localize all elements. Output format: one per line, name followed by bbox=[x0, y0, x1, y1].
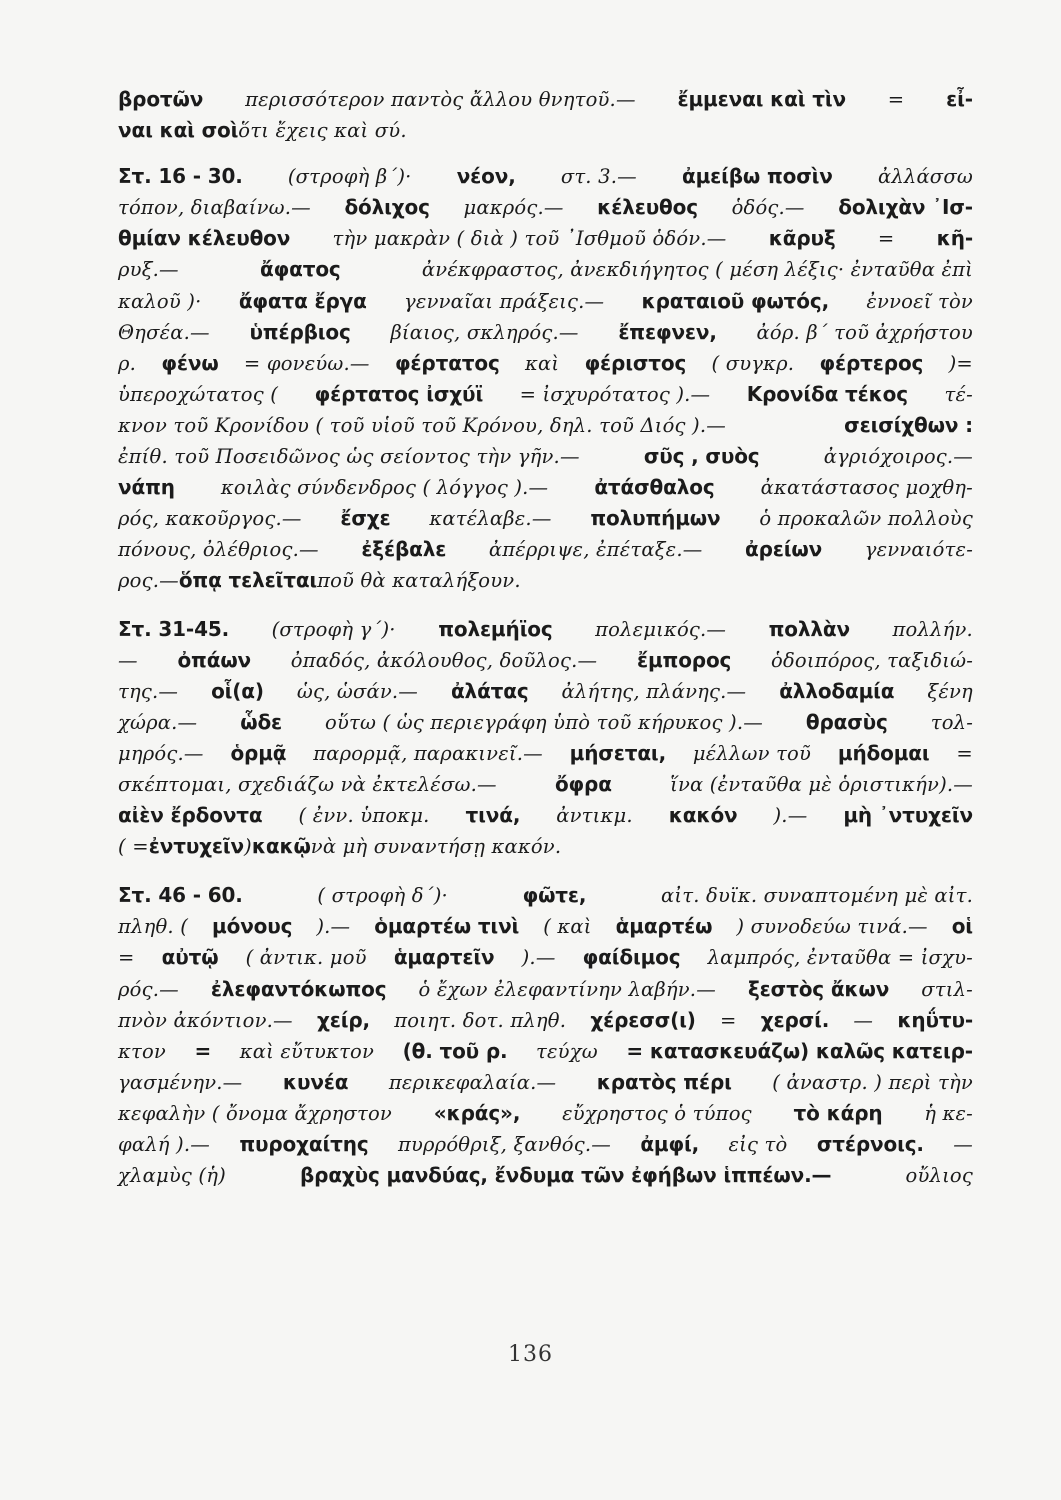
gloss: ἀκατάστασος μοχθη- bbox=[760, 476, 973, 500]
gloss: ἡ κε- bbox=[924, 1101, 973, 1125]
gloss: νὰ μὴ συναντήσῃ κακόν. bbox=[310, 835, 562, 859]
headword: οἱ bbox=[951, 914, 973, 939]
gloss: ( ἀναστρ. ) περὶ τὴν bbox=[772, 1070, 973, 1094]
text-line bbox=[118, 645, 973, 676]
text-line bbox=[118, 254, 973, 285]
gloss: ποιητ. δοτ. πληθ. bbox=[394, 1008, 567, 1032]
gloss: γασμένην.— bbox=[118, 1070, 243, 1094]
headword: ὧδε bbox=[240, 709, 283, 734]
gloss: ( = bbox=[118, 835, 149, 859]
headword: φέρτερος bbox=[819, 350, 924, 375]
text-line bbox=[118, 880, 973, 911]
headword: νέον, bbox=[456, 164, 516, 189]
headword: ὁρμᾷ bbox=[230, 740, 287, 765]
gloss: γενναῖαι πράξεις.— bbox=[404, 289, 605, 313]
headword: κᾶρυξ bbox=[768, 226, 836, 251]
gloss: ἀπέρριψε, ἐπέταξε.— bbox=[488, 538, 703, 562]
gloss: — bbox=[118, 648, 138, 672]
gloss: ρυξ.— bbox=[118, 258, 179, 282]
gloss: ἐπίθ. τοῦ Ποσειδῶνος ὡς σείοντος τὴν γῆν.— bbox=[118, 445, 580, 469]
headword: κραταιοῦ φωτός, bbox=[641, 288, 830, 313]
gloss: καὶ bbox=[525, 351, 560, 375]
text-line bbox=[118, 974, 973, 1005]
gloss: ἀλλάσσω bbox=[877, 165, 973, 189]
headword: Στ. 16 - 30. bbox=[118, 164, 243, 189]
headword: κῆ- bbox=[936, 226, 973, 251]
text-line bbox=[118, 1005, 973, 1036]
gloss: ρ. bbox=[118, 351, 137, 375]
text-line bbox=[118, 1129, 973, 1160]
gloss: ( καὶ bbox=[543, 915, 592, 939]
gloss: ἵνα (ἐνταῦθα μὲ ὁριστικήν).— bbox=[670, 772, 973, 796]
headword: ἔσχε bbox=[340, 506, 391, 531]
gloss: ποῦ θὰ καταλήξουν. bbox=[317, 569, 521, 593]
text-line bbox=[118, 410, 973, 441]
gloss: φαλή ).— bbox=[118, 1133, 210, 1156]
gloss: = ἰσχυρότατος ).— bbox=[519, 382, 711, 406]
gloss: ἀόρ. β΄ τοῦ ἀχρήστου bbox=[756, 320, 973, 344]
gloss: ἀνέκφραστος, ἀνεκδιήγητος ( μέση λέξις· ἐνταῦθα ἐπὶ bbox=[421, 258, 973, 282]
gloss: βίαιος, σκληρός.— bbox=[390, 320, 579, 344]
gloss: στιλ- bbox=[921, 977, 973, 1001]
headword: ὄφρα bbox=[554, 771, 612, 796]
headword: ἄφατα ἔργα bbox=[238, 288, 367, 313]
gloss: πυρρόθριξ, ξανθός.— bbox=[397, 1133, 611, 1156]
headword: ἐλεφαντόκωπος bbox=[210, 976, 387, 1001]
gloss: ὅτι ἔχεις καὶ σύ. bbox=[238, 119, 407, 143]
text-line bbox=[118, 738, 973, 769]
gloss: — bbox=[853, 1008, 874, 1032]
headword: θμίαν κέλευθον bbox=[118, 226, 291, 251]
gloss: κεφαλὴν ( ὄνομα ἄχρηστον bbox=[118, 1101, 392, 1125]
headword: ἐξέβαλε bbox=[361, 537, 447, 562]
headword: φέριστος bbox=[584, 350, 687, 375]
gloss: ὑπεροχώτατος ( bbox=[118, 382, 279, 406]
headword: βροτῶν bbox=[118, 87, 204, 111]
headword: χέρεσσ(ι) bbox=[590, 1007, 696, 1032]
gloss: ρός, κακοῦργος.— bbox=[118, 507, 302, 531]
gloss: ξένη bbox=[927, 679, 973, 703]
gloss: ).— bbox=[521, 946, 556, 970]
gloss: ἀγριόχοιρος.— bbox=[823, 445, 973, 469]
headword: = bbox=[194, 1038, 212, 1063]
headword: ἔμπορος bbox=[636, 647, 732, 672]
gloss: κτον bbox=[118, 1039, 166, 1063]
gloss: (στροφὴ β΄)· bbox=[287, 165, 412, 189]
headword: στέρνοις. bbox=[816, 1132, 924, 1156]
gloss: = bbox=[118, 946, 135, 970]
headword: πυροχαίτης bbox=[239, 1132, 369, 1156]
gloss: μακρός.— bbox=[463, 196, 564, 220]
page-number: 136 bbox=[508, 1342, 553, 1367]
gloss: ( ἐνν. ὑποκμ. bbox=[298, 804, 430, 828]
gloss: = φονεύω.— bbox=[243, 351, 370, 375]
gloss: καλοῦ )· bbox=[118, 289, 202, 313]
text-line bbox=[118, 676, 973, 707]
text-line bbox=[118, 1160, 973, 1191]
gloss: πολλήν. bbox=[892, 617, 973, 641]
gloss: = bbox=[887, 88, 905, 111]
text-line bbox=[118, 192, 973, 223]
gloss: τὴν μακρὰν ( διὰ ) τοῦ ᾽Ισθμοῦ ὁδόν.— bbox=[332, 227, 727, 251]
headword: δόλιχος bbox=[344, 195, 430, 220]
text-line bbox=[118, 800, 973, 831]
text-line bbox=[118, 942, 973, 973]
text-line bbox=[118, 286, 973, 317]
headword: φέρτατος ἰσχύϊ bbox=[314, 381, 484, 406]
text-line bbox=[118, 769, 973, 800]
gloss: αἰτ. δυϊκ. συναπτομένη μὲ αἰτ. bbox=[661, 884, 973, 908]
gloss: καὶ εὔτυκτον bbox=[239, 1039, 375, 1063]
headword: πολυπήμων bbox=[590, 506, 721, 531]
text-line bbox=[118, 565, 973, 596]
gloss: ).— bbox=[316, 915, 351, 939]
gloss: = bbox=[877, 227, 895, 251]
headword: χείρ, bbox=[316, 1007, 370, 1032]
gloss: ρος.— bbox=[118, 569, 179, 593]
headword: ὁμαρτέω τινὶ bbox=[374, 914, 520, 939]
gloss: ὀπαδός, ἀκόλουθος, δοῦλος.— bbox=[290, 648, 598, 672]
headword: δολιχὰν ᾽Ισ- bbox=[838, 195, 973, 220]
headword: ὀπάων bbox=[177, 647, 252, 672]
text-line bbox=[118, 348, 973, 379]
headword: (θ. τοῦ ρ. bbox=[402, 1038, 508, 1063]
headword: ἀλλοδαμία bbox=[779, 678, 895, 703]
text-line bbox=[118, 161, 973, 192]
gloss: — bbox=[953, 1133, 973, 1156]
gloss: ὁδός.— bbox=[731, 196, 805, 220]
gloss: πόνους, ὀλέθριος.— bbox=[118, 538, 319, 562]
gloss: χώρα.— bbox=[118, 710, 198, 734]
headword: πολεμήϊος bbox=[438, 616, 553, 641]
headword: κυνέα bbox=[282, 1069, 349, 1094]
headword: = κατασκευάζω) καλῶς κατειρ- bbox=[626, 1038, 973, 1063]
gloss: κατέλαβε.— bbox=[429, 507, 552, 531]
headword: μόνους bbox=[212, 914, 293, 939]
headword: ὑπέρβιος bbox=[249, 319, 351, 344]
gloss: ὡς, ὡσάν.— bbox=[296, 679, 418, 703]
gloss: στ. 3.— bbox=[560, 165, 637, 189]
gloss: γενναιότε- bbox=[864, 538, 973, 562]
text-line bbox=[118, 441, 973, 472]
gloss: χλαμὺς (ἡ) bbox=[118, 1164, 226, 1188]
text-line bbox=[118, 503, 973, 534]
headword: μήδομαι bbox=[837, 740, 930, 765]
gloss: ( συγκρ. bbox=[711, 351, 795, 375]
gloss: οὕτω ( ὡς περιεγράφη ὑπὸ τοῦ κήρυκος ).— bbox=[325, 710, 763, 734]
gloss: ὁδοιπόρος, ταξιδιώ- bbox=[771, 648, 973, 672]
gloss: = bbox=[719, 1008, 737, 1032]
headword: ἐντυχεῖν bbox=[148, 834, 245, 859]
headword: «κράς», bbox=[433, 1100, 521, 1125]
gloss: παρορμᾷ, παρακινεῖ.— bbox=[313, 741, 543, 765]
gloss: ( στροφὴ δ΄)· bbox=[317, 884, 448, 908]
gloss: πολεμικός.— bbox=[595, 617, 727, 641]
headword: βραχὺς μανδύας, ἔνδυμα τῶν ἐφήβων ἱππέων.— bbox=[300, 1163, 832, 1188]
headword: μὴ ᾽ντυχεῖν bbox=[843, 803, 973, 828]
gloss: ) bbox=[244, 835, 252, 859]
headword: μήσεται, bbox=[569, 740, 667, 765]
gloss: εἰς τὸ bbox=[728, 1133, 788, 1156]
headword: θρασὺς bbox=[805, 709, 888, 734]
gloss: (στροφὴ γ΄)· bbox=[271, 617, 396, 641]
gloss: τεύχω bbox=[536, 1039, 598, 1063]
headword: κακῷ bbox=[251, 834, 311, 859]
gloss: ἀλήτης, πλάνης.— bbox=[561, 679, 747, 703]
headword: ἔμμεναι καὶ τὶν bbox=[677, 87, 846, 111]
gloss: ὁ ἔχων ἐλεφαντίνην λαβήν.— bbox=[418, 977, 716, 1001]
gloss: ὁ προκαλῶν πολλοὺς bbox=[759, 507, 973, 531]
headword: ἀτάσθαλος bbox=[594, 475, 715, 500]
headword: τινά, bbox=[465, 803, 521, 828]
gloss: μηρός.— bbox=[118, 741, 204, 765]
headword: κέλευθος bbox=[597, 195, 698, 220]
gloss: τέ- bbox=[944, 382, 973, 406]
gloss: κοιλὰς σύνδενδρος ( λόγγος ).— bbox=[220, 476, 549, 500]
headword: φαίδιμος bbox=[582, 945, 681, 970]
gloss: ).— bbox=[773, 804, 808, 828]
gloss: ἐννοεῖ τὸν bbox=[866, 289, 973, 313]
headword: κρατὸς πέρι bbox=[596, 1069, 732, 1094]
text-line bbox=[118, 707, 973, 738]
headword: ἁμαρτεῖν bbox=[393, 945, 495, 970]
headword: ξεστὸς ἄκων bbox=[748, 976, 890, 1001]
headword: ναι καὶ σοὶ bbox=[118, 118, 239, 143]
headword: φένω bbox=[161, 350, 219, 375]
gloss: κνον τοῦ Κρονίδου ( τοῦ υἱοῦ τοῦ Κρόνου, δηλ. τοῦ Διός ).— bbox=[118, 413, 726, 437]
text-line bbox=[118, 472, 973, 503]
commentary-text bbox=[118, 84, 973, 1191]
headword: ἄφατος bbox=[260, 257, 341, 282]
headword: φῶτε, bbox=[522, 883, 587, 908]
gloss: )= bbox=[948, 351, 973, 375]
headword: σεισίχθων : bbox=[844, 412, 973, 437]
headword: ἀρείων bbox=[745, 537, 823, 562]
gloss: πνὸν ἀκόντιον.— bbox=[118, 1008, 293, 1032]
headword: πολλὰν bbox=[768, 616, 850, 641]
text-line bbox=[118, 84, 973, 115]
text-line bbox=[118, 534, 973, 565]
headword: ἀλάτας bbox=[450, 678, 529, 703]
headword: τὸ κάρη bbox=[793, 1100, 883, 1125]
headword: ἔπεφνεν, bbox=[618, 319, 717, 344]
gloss: εὔχρηστος ὁ τύπος bbox=[562, 1101, 752, 1125]
gloss: σκέπτομαι, σχεδιάζω νὰ ἐκτελέσω.— bbox=[118, 772, 497, 796]
gloss: περικεφαλαία.— bbox=[388, 1070, 557, 1094]
text-line bbox=[118, 1098, 973, 1129]
headword: αὐτῷ bbox=[161, 945, 219, 970]
headword: Στ. 31-45. bbox=[118, 616, 230, 641]
text-line bbox=[118, 1036, 973, 1067]
gloss: ) συνοδεύω τινά.— bbox=[736, 915, 928, 939]
gloss: ρός.— bbox=[118, 977, 179, 1001]
gloss: = bbox=[956, 741, 973, 765]
text-line bbox=[118, 911, 973, 942]
gloss: μέλλων τοῦ bbox=[692, 741, 812, 765]
gloss: λαμπρός, ἐνταῦθα = ἰσχυ- bbox=[707, 946, 973, 970]
text-line bbox=[118, 379, 973, 410]
gloss: πληθ. ( bbox=[118, 915, 189, 939]
headword: νάπη bbox=[118, 475, 175, 500]
gloss: οὔλιος bbox=[905, 1164, 973, 1188]
headword: σῦς , συὸς bbox=[643, 444, 760, 469]
gloss: περισσότερον παντὸς ἄλλου θνητοῦ.— bbox=[245, 88, 636, 111]
gloss: Θησέα.— bbox=[118, 320, 210, 344]
headword: εἶ- bbox=[946, 87, 973, 111]
text-line bbox=[118, 317, 973, 348]
headword: ἀμείβω ποσὶν bbox=[681, 164, 833, 189]
text-line bbox=[118, 223, 973, 254]
headword: χερσί. bbox=[760, 1007, 830, 1032]
headword: κακόν bbox=[668, 803, 738, 828]
gloss: ἀντικμ. bbox=[556, 804, 633, 828]
gloss: τολ- bbox=[930, 710, 973, 734]
text-line bbox=[118, 1067, 973, 1098]
headword: αἰὲν ἔρδοντα bbox=[118, 803, 263, 828]
text-line bbox=[118, 831, 973, 862]
headword: φέρτατος bbox=[394, 350, 500, 375]
gloss: της.— bbox=[118, 679, 179, 703]
text-line bbox=[118, 614, 973, 645]
headword: οἷ(α) bbox=[211, 678, 264, 703]
headword: ὅπᾳ τελεῖται bbox=[178, 568, 318, 593]
headword: Κρονίδα τέκος bbox=[746, 381, 908, 406]
headword: Στ. 46 - 60. bbox=[118, 883, 243, 908]
headword: ἀμφί, bbox=[640, 1132, 700, 1156]
text-line bbox=[118, 115, 973, 146]
headword: ἁμαρτέω bbox=[615, 914, 713, 939]
headword: κηΰτυ- bbox=[897, 1007, 973, 1032]
gloss: ( ἀντικ. μοῦ bbox=[245, 946, 367, 970]
gloss: τόπον, διαβαίνω.— bbox=[118, 196, 311, 220]
